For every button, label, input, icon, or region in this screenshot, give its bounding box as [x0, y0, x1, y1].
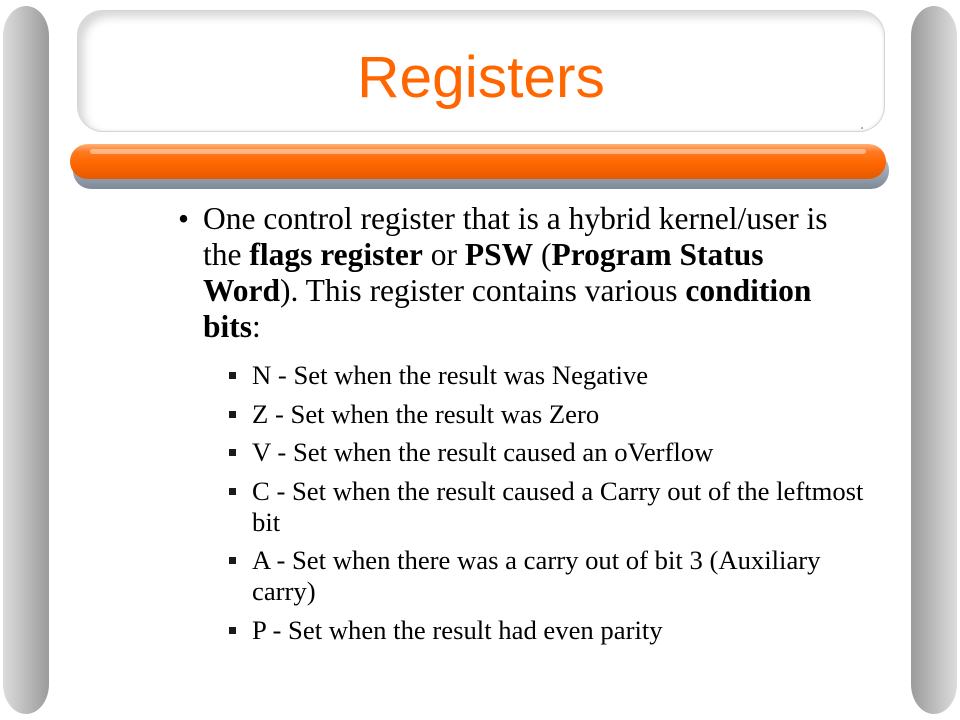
square-bullet-icon	[229, 557, 236, 564]
bullet-text-run: ). This register contains various	[280, 273, 686, 308]
list-item	[252, 476, 877, 538]
stray-dot	[861, 127, 863, 129]
list-item	[252, 545, 877, 607]
accent-bar	[70, 144, 886, 179]
list-item-text: A - Set when there was a carry out of bit 3 (Auxiliary carry)	[252, 545, 821, 606]
bullet-text-run-bold: condition bits	[203, 273, 812, 344]
list-item	[252, 437, 877, 468]
left-side-bar	[3, 6, 49, 714]
list-item-text: P - Set when the result had even parity	[252, 614, 663, 645]
bullet-marker: •	[178, 201, 190, 236]
list-item-text: N - Set when the result was Negative	[252, 360, 649, 390]
bullet-paragraph	[203, 201, 843, 345]
list-item-text: C - Set when the result caused a Carry out of the leftmost bit	[252, 475, 864, 537]
right-side-bar	[911, 6, 957, 714]
square-bullet-icon	[229, 449, 236, 456]
list-item	[252, 360, 877, 391]
bullet-text-run: (	[533, 237, 552, 272]
bullet-text-run: or	[422, 237, 465, 272]
square-bullet-icon	[229, 411, 236, 418]
sub-bullet-list	[252, 360, 877, 646]
list-item	[252, 615, 877, 646]
list-item-text: Z - Set when the result was Zero	[252, 398, 600, 429]
bullet-text-run: One control register that is a hybrid kernel/user is the	[203, 201, 828, 272]
square-bullet-icon	[229, 627, 236, 634]
accent-bar-highlight	[90, 149, 866, 154]
bullet-text-run-bold: PSW	[464, 237, 534, 272]
list-item	[252, 399, 877, 430]
bullet-text-run-bold: flags register	[249, 237, 423, 272]
title-panel	[77, 10, 885, 132]
square-bullet-icon	[229, 488, 236, 495]
square-bullet-icon	[229, 372, 236, 379]
slide-title: Registers	[357, 45, 605, 110]
bullet-text-run: :	[252, 309, 261, 344]
list-item-text: V - Set when the result caused an oVerflow	[252, 437, 714, 467]
bullet-text-run-bold: Program Status Word	[203, 237, 764, 308]
